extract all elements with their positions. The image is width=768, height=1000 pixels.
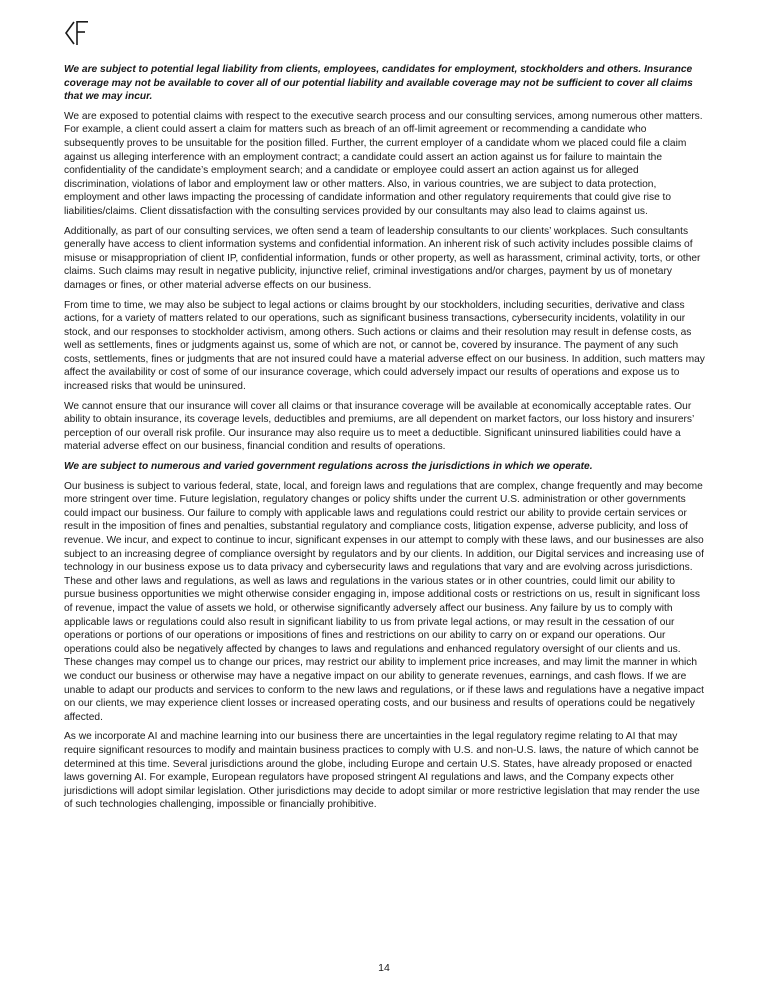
section-heading: We are subject to potential legal liability from clients, employees, candidates for employment, stockholders and others. Insurance coverage may not be available to cover all of our potential liability and available coverage may not be sufficient to cover all claims that we may incur. [64, 64, 693, 103]
page-number: 14 [378, 962, 390, 974]
body-paragraph: Our business is subject to various federal, state, local, and foreign laws and regulations that are complex, change frequently and may become more stringent over time. Future legislation, regulatory changes or policy shifts under the current U.S. administration or other governments could impact our business. Our failure to comply with applicable laws and regulations could restrict our ability to provide certain services or result in the imposition of fines and penalties, substantial regulatory and compliance costs, litigation expense, adverse publicity, and loss of revenue. We incur, and expect to continue to incur, significant expenses in our attempt to comply with these laws, and our businesses are also subject to an increasing degree of compliance oversight by regulators and by our clients. In addition, our Digital services and increasing use of technology in our business expose us to data privacy and cybersecurity laws and regulations that vary and are evolving across jurisdictions. These and other laws and regulations, as well as laws and regulations in the various states or in other countries, could limit our ability to pursue business opportunities we might otherwise consider engaging in, impose additional costs or restrictions on us, result in significant loss of revenue, impact the value of assets we hold, or otherwise significantly adversely affect our business. Any failure by us to comply with applicable laws or regulations could also result in significant liability to us from private legal actions, or may result in the cessation of our operations or portions of our operations or impositions of fines and restrictions on our ability to carry on or expand our operations. Our operations could also be negatively affected by changes to laws and regulations and enhanced regulatory oversight of our clients and us. These changes may compel us to change our prices, may restrict our ability to implement price increases, and may limit the manner in which we conduct our business or otherwise may have a negative impact on our ability to generate revenues, earnings, and cash flows. If we are unable to adapt our products and services to conform to the new laws and regulations, or if these laws and regulations have a negative impact on our clients, we may experience client losses or increased operating costs, and our business and results of operations could be negatively affected. [64, 480, 704, 723]
body-paragraph: From time to time, we may also be subject to legal actions or claims brought by our stockholders, including securities, derivative and class actions, for a variety of matters related to our operations, such as significant business transactions, cybersecurity incidents, volatility in our stock, and our responses to stockholder activism, among others. Such actions or claims and their resolution may result in defense costs, as well as settlements, fines or judgments against us, some of which are not, or cannot be, covered by insurance. The payment of any such costs, settlements, fines or judgments that are not insured could have a material adverse effect on our business. In addition, such matters may affect the availability or cost of some of our insurance coverage, which could adversely impact our results of operations and expose us to increased risks that would be uninsured. [64, 299, 705, 393]
body-paragraph: We are exposed to potential claims with respect to the executive search process and our consulting services, among numerous other matters. For example, a client could assert a claim for matters such as breach of an off-limit agreement or recommending a candidate who subsequently proves to be unsuitable for the position filled. Further, the current employer of a candidate whom we placed could file a claim against us alleging interference with an employment contract; a candidate could assert an action against us for failure to maintain the confidentiality of the candidate’s employment search; and a candidate or employee could assert an action against us for alleged discrimination, violations of labor and employment law or other matters. Also, in various countries, we are subject to data protection, employment and other laws impacting the processing of candidate information and other regulatory requirements that could give rise to liabilities/claims. Client dissatisfaction with the consulting services provided by our consultants may also lead to claims against us. [64, 110, 703, 217]
body-paragraph: We cannot ensure that our insurance will cover all claims or that insurance coverage will be available at economically acceptable rates. Our ability to obtain insurance, its coverage levels, deductibles and premiums, are all dependent on market factors, our loss history and insurers’ perception of our overall risk profile. Our insurance may also require us to meet a deductible. Significant uninsured liabilities could have a material adverse effect on our business, financial condition and results of operations. [64, 400, 694, 453]
section-heading: We are subject to numerous and varied government regulations across the jurisdictions in which we operate. [64, 461, 593, 473]
kf-monogram-logo [64, 18, 100, 46]
body-paragraph: As we incorporate AI and machine learning into our business there are uncertainties in the legal regulatory regime relating to AI that may require significant resources to modify and maintain business practices to comply with U.S. and non-U.S. laws, the nature of which cannot be determined at this time. Several jurisdictions around the globe, including Europe and certain U.S. States, have already proposed or enacted laws governing AI. For example, European regulators have proposed stringent AI regulations and laws, and the Company expects other jurisdictions will adopt similar legislation. Other jurisdictions may decide to adopt similar or more restrictive legislation that may render the use of such technologies challenging, impossible or financially prohibitive. [64, 731, 700, 811]
risk-section-legal-liability [64, 63, 706, 454]
risk-section-government-regulations [64, 460, 706, 812]
document-body [64, 63, 706, 818]
body-paragraph: Additionally, as part of our consulting services, we often send a team of leadership consultants to our clients’ workplaces. Such consultants generally have access to client information systems and confidential information. An inherent risk of such activity includes possible claims of misuse or misappropriation of client IP, confidential information, funds or other property, as well as harassment, criminal activity, torts, or other claims. Such claims may result in negative publicity, injunctive relief, criminal investigations and/or charges, payment by us of monetary damages or fines, or other material adverse effects on our business. [64, 225, 701, 291]
